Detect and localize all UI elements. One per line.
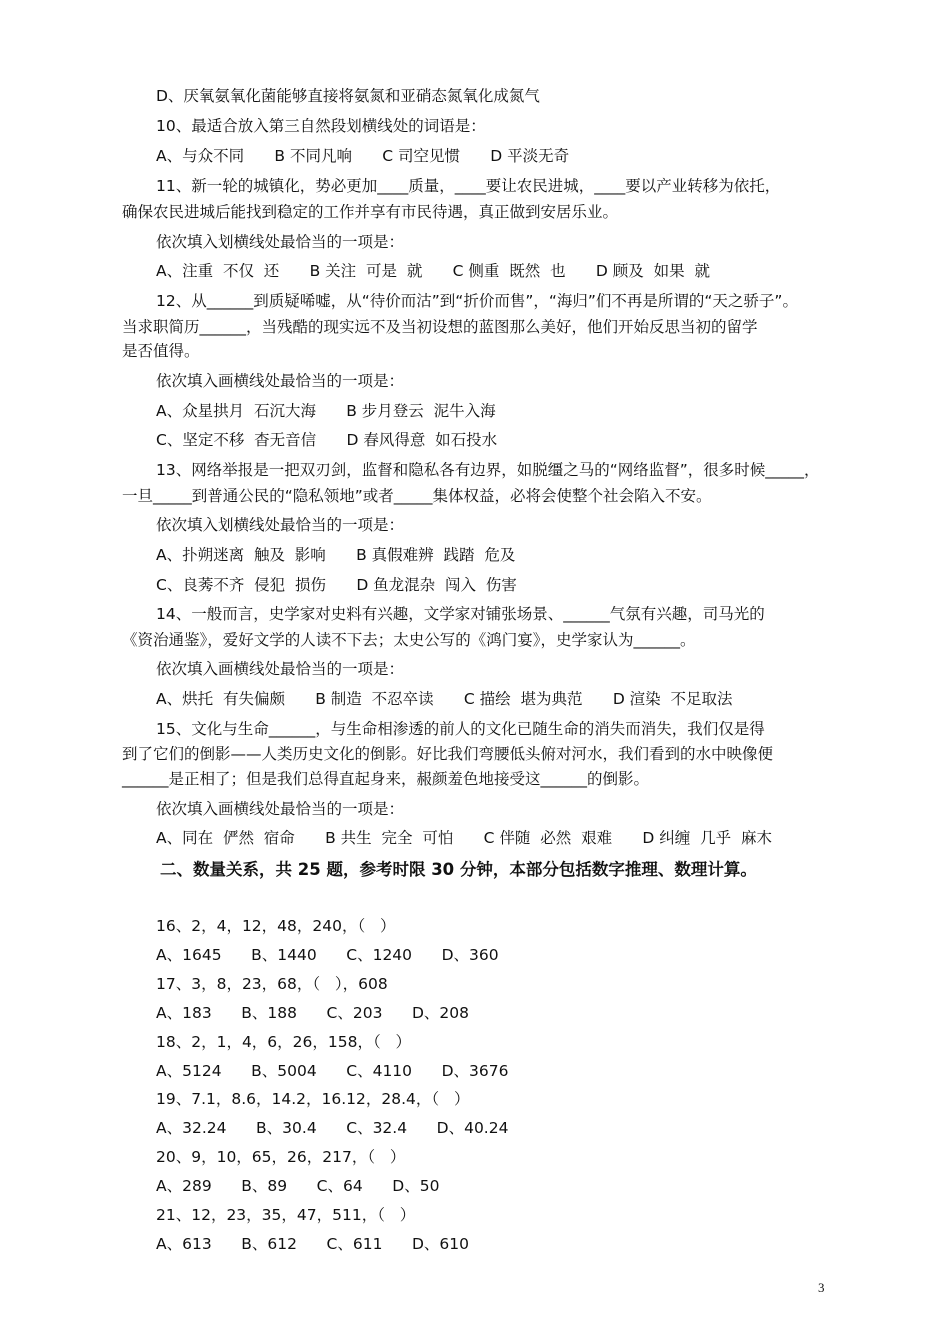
options-10: A、与众不同 B 不同凡响 C 司空见惯 D 平淡无奇 [156, 147, 570, 165]
instruction: 依次填入划横线处最恰当的一项是： [156, 516, 405, 534]
options-13-cd: C、良莠不齐 侵犯 损伤 D 鱼龙混杂 闯入 伤害 [156, 576, 517, 594]
question-12-cont: 当求职简历______，当残酷的现实远不及当初设想的蓝图那么美好，他们开始反思当初的留学 [122, 318, 758, 336]
question-15-cont: 到了它们的倒影——人类历史文化的倒影。好比我们弯腰低头俯对河水，我们看到的水中映像便 [122, 745, 774, 763]
options-11: A、注重 不仅 还 B 关注 可是 就 C 侧重 既然 也 D 顾及 如果 就 [156, 262, 710, 280]
question-12: 12、从______到质疑唏嘘，从“待价而沽”到“折价而售”，“海归”们不再是所谓的“天之骄子”。 [156, 292, 798, 310]
options-13-ab: A、扑朔迷离 触及 影响 B 真假难辨 践踏 危及 [156, 546, 516, 564]
options-12-cd: C、坚定不移 杳无音信 D 春风得意 如石投水 [156, 431, 498, 449]
options-12-ab: A、众星拱月 石沉大海 B 步月登云 泥牛入海 [156, 402, 496, 420]
question-17: 17、3，8，23，68，（ ），608 [156, 975, 388, 993]
question-15: 15、文化与生命______，与生命相渗透的前人的文化已随生命的消失而消失，我们仅是得 [156, 720, 765, 738]
question-20: 20、9，10，65，26，217，（ ） [156, 1148, 406, 1166]
question-16: 16、2，4，12，48，240，（ ） [156, 917, 396, 935]
options-16: A、1645 B、1440 C、1240 D、360 [156, 946, 499, 964]
section-heading: 二、数量关系，共 25 题，参考时限 30 分钟，本部分包括数字推理、数理计算。 [160, 860, 757, 879]
instruction: 依次填入画横线处最恰当的一项是： [156, 800, 405, 818]
question-18: 18、2，1，4，6，26，158，（ ） [156, 1033, 412, 1051]
question-11-cont: 确保农民进城后能找到稳定的工作并享有市民待遇，真正做到安居乐业。 [122, 203, 619, 221]
question-13-cont: 一旦_____到普通公民的“隐私领地”或者_____集体权益，必将会使整个社会陷入不安。 [122, 487, 712, 505]
instruction: 依次填入画横线处最恰当的一项是： [156, 660, 405, 678]
question-12-cont: 是否值得。 [122, 342, 200, 360]
page-number: 3 [818, 1280, 825, 1295]
question-14-cont: 《资治通鉴》，爱好文学的人读不下去；太史公写的《鸿门宴》，史学家认为______。 [122, 631, 696, 649]
question-21: 21、12，23，35，47，511，（ ） [156, 1206, 416, 1224]
options-20: A、289 B、89 C、64 D、50 [156, 1177, 440, 1195]
options-15: A、同在 俨然 宿命 B 共生 完全 可怕 C 伴随 必然 艰难 D 纠缠 几乎 麻木 [156, 829, 772, 847]
instruction: 依次填入划横线处最恰当的一项是： [156, 233, 405, 251]
options-19: A、32.24 B、30.4 C、32.4 D、40.24 [156, 1119, 509, 1137]
question-13: 13、网络举报是一把双刃剑，监督和隐私各有边界，如脱缰之马的“网络监督”，很多时候_____， [156, 461, 820, 479]
options-21: A、613 B、612 C、611 D、610 [156, 1235, 470, 1253]
option-line: D、厌氧氨氧化菌能够直接将氨氮和亚硝态氮氧化成氮气 [156, 87, 540, 105]
question-14: 14、一般而言，史学家对史料有兴趣，文学家对铺张场景、______气氛有兴趣，司马光的 [156, 605, 765, 623]
question-11: 11、新一轮的城镇化，势必更加____质量，____要让农民进城，____要以产业转移为依托， [156, 177, 781, 195]
instruction: 依次填入画横线处最恰当的一项是： [156, 372, 405, 390]
question-15-cont: ______是正相了；但是我们总得直起身来，赧颜羞色地接受这______的倒影。 [122, 770, 650, 788]
options-14: A、烘托 有失偏颇 B 制造 不忍卒读 C 描绘 堪为典范 D 渲染 不足取法 [156, 690, 733, 708]
question-19: 19、7.1，8.6，14.2，16.12，28.4，（ ） [156, 1090, 470, 1108]
options-17: A、183 B、188 C、203 D、208 [156, 1004, 470, 1022]
question-10: 10、最适合放入第三自然段划横线处的词语是： [156, 117, 486, 135]
options-18: A、5124 B、5004 C、4110 D、3676 [156, 1062, 509, 1080]
